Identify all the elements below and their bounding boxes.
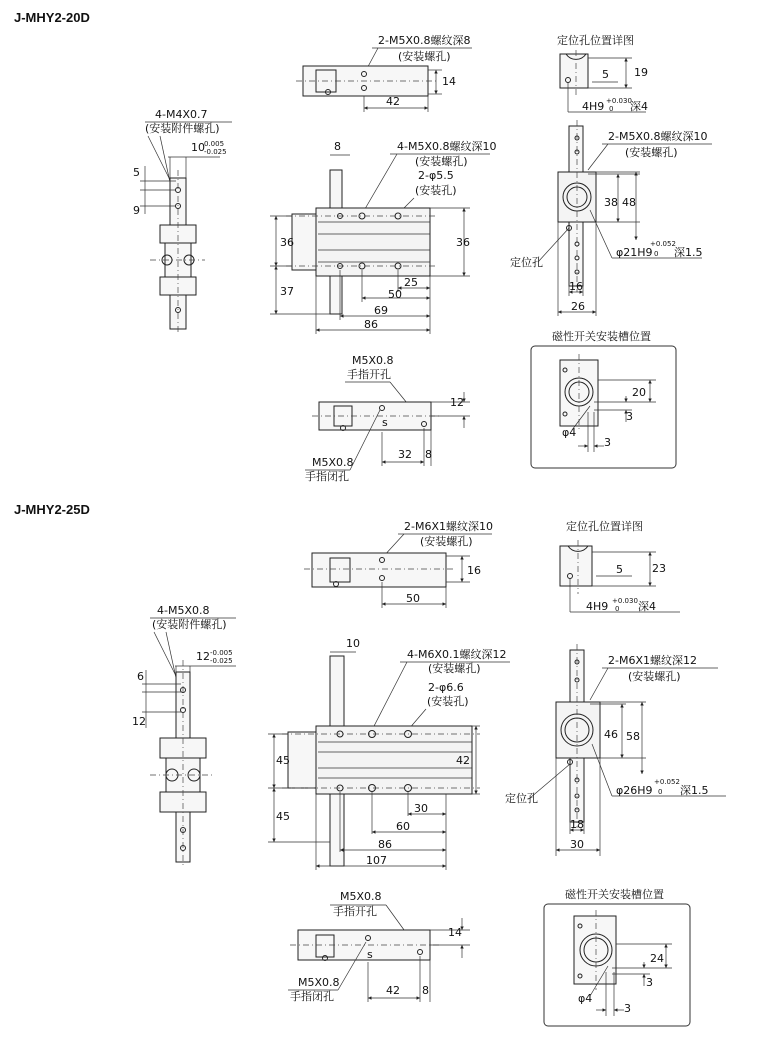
bottom-dim-12: 14 [448,926,462,939]
model-title: J-MHY2-20D [14,10,90,25]
front-thread-note: (安装附件螺孔) [145,122,220,135]
main-thread-note: (安装螺孔) [428,662,481,675]
front-dim-b: 9 [133,204,140,217]
side-bore-dn: 0 [658,788,663,796]
main-width-label: 10 [346,637,360,650]
detail-depth: 深4 [638,600,656,613]
top-dim-h: 16 [467,564,481,577]
front-tol-dn: -0.025 [204,148,227,156]
detail-title: 定位孔位置详图 [557,34,634,47]
front-view [132,604,236,868]
front-tol-up: 0.005 [204,140,225,148]
top-thread-note: (安装螺孔) [398,50,451,63]
sensor-phi: φ4 [562,426,577,439]
front-thread-label: 4-M4X0.7 [155,108,208,121]
detail-dim-h: 19 [634,66,648,79]
sensor-title: 磁性开关安装槽位置 [552,330,651,343]
side-dim-16: 18 [570,818,584,831]
detail-depth: 深4 [630,100,648,113]
front-width-label: 12 [196,650,210,663]
bottom-close-thread: M5X0.8 [298,976,340,989]
side-view [505,644,726,856]
section-j-mhy2-25d [14,502,726,1026]
detail-title: 定位孔位置详图 [566,520,643,533]
main-dim-86: 107 [366,854,387,867]
sensor-dim-3b: 3 [604,436,611,449]
top-thread-label: 2-M6X1螺纹深10 [404,520,493,533]
main-dim-left1: 36 [280,236,294,249]
main-dim-left2: 37 [280,285,294,298]
main-dim-69: 86 [378,838,392,851]
side-bore-depth: 深1.5 [680,784,709,797]
main-dim-left2: 45 [276,810,290,823]
main-thread-label: 4-M6X0.1螺纹深12 [407,648,507,661]
side-bore-dn: 0 [654,250,659,258]
main-dim-25: 30 [414,802,428,815]
bottom-close-label: 手指闭孔 [305,470,349,483]
main-dim-50: 60 [396,820,410,833]
side-dim-38: 38 [604,196,618,209]
side-thread-label: 2-M5X0.8螺纹深10 [608,130,708,143]
detail-dim-w: 5 [616,563,623,576]
sensor-panel [531,329,676,468]
bottom-view [288,890,470,1003]
top-dim-h: 14 [442,75,456,88]
detail-dim-h: 23 [652,562,666,575]
detail-fit-up: +0.030 [606,97,632,105]
side-thread-note: (安装螺孔) [625,146,678,159]
bottom-open-thread: M5X0.8 [340,890,382,903]
detail-fit-up: +0.030 [612,597,638,605]
main-dim-86: 86 [364,318,378,331]
main-thread-note: (安装螺孔) [415,155,468,168]
detail-view [557,33,648,113]
bottom-view [305,354,470,483]
front-width-label: 10 [191,141,205,154]
main-hole-label: 2-φ6.6 [428,681,464,694]
top-view [296,33,472,112]
bottom-dim-8: 8 [425,448,432,461]
sensor-dim-3b: 3 [624,1002,631,1015]
front-dim-a: 6 [137,670,144,683]
side-dim-48: 48 [622,196,636,209]
sensor-dim-3a: 3 [626,410,633,423]
front-thread-note: (安装附件螺孔) [152,618,227,631]
top-dim-w: 42 [386,95,400,108]
side-locate-label: 定位孔 [510,256,543,269]
detail-fit-dn: 0 [609,105,614,113]
bottom-dim-8: 8 [422,984,429,997]
main-hole-note: (安装孔) [415,184,457,197]
top-thread-label: 2-M5X0.8螺纹深8 [378,34,471,47]
sensor-title: 磁性开关安装槽位置 [565,888,664,901]
main-hole-note: (安装孔) [427,695,469,708]
main-width-label: 8 [334,140,341,153]
bottom-close-label: 手指闭孔 [290,990,334,1003]
side-dim-26: 26 [571,300,585,313]
main-dim-25: 25 [404,276,418,289]
side-dim-16: 16 [569,280,583,293]
main-dim-50: 50 [388,288,402,301]
detail-dim-w: 5 [602,68,609,81]
bottom-close-thread: M5X0.8 [312,456,354,469]
main-thread-label: 4-M5X0.8螺纹深10 [397,140,497,153]
section-j-mhy2-20d [14,10,712,483]
top-view [304,519,493,608]
front-dim-b: 12 [132,715,146,728]
main-hole-label: 2-φ5.5 [418,169,454,182]
side-bore-label: φ26H9 [616,784,653,797]
sensor-dim-20: 20 [632,386,646,399]
top-dim-w: 50 [406,592,420,605]
detail-fit: 4H9 [582,100,605,113]
bottom-dim-12: 12 [450,396,464,409]
bottom-dim-32: 32 [398,448,412,461]
main-dim-right: 36 [456,236,470,249]
top-thread-note: (安装螺孔) [420,535,473,548]
side-dim-48: 58 [626,730,640,743]
bottom-open-label: 手指开孔 [333,905,377,918]
detail-fit-dn: 0 [615,605,620,613]
side-dim-38: 46 [604,728,618,741]
side-locate-label: 定位孔 [505,792,538,805]
main-dim-right: 42 [456,754,470,767]
sensor-dim-20: 24 [650,952,664,965]
side-dim-26: 30 [570,838,584,851]
side-bore-up: +0.052 [650,240,676,248]
bottom-dim-32: 42 [386,984,400,997]
side-thread-note: (安装螺孔) [628,670,681,683]
front-tol-dn: -0.025 [210,657,233,665]
front-tol-up: -0.005 [210,649,233,657]
model-title: J-MHY2-25D [14,502,90,517]
front-dim-a: 5 [133,166,140,179]
sensor-panel [544,887,690,1026]
sensor-dim-3a: 3 [646,976,653,989]
side-thread-label: 2-M6X1螺纹深12 [608,654,697,667]
bottom-s: s [382,416,388,429]
bottom-open-thread: M5X0.8 [352,354,394,367]
side-bore-up: +0.052 [654,778,680,786]
sensor-phi: φ4 [578,992,593,1005]
front-view [133,108,232,335]
side-view [510,120,712,316]
front-thread-label: 4-M5X0.8 [157,604,210,617]
main-view [270,139,496,334]
detail-view [560,519,680,613]
main-view [268,637,510,870]
bottom-open-label: 手指开孔 [347,368,391,381]
detail-fit: 4H9 [586,600,609,613]
main-dim-69: 69 [374,304,388,317]
main-dim-left1: 45 [276,754,290,767]
bottom-s: s [367,948,373,961]
side-bore-depth: 深1.5 [674,246,703,259]
side-bore-label: φ21H9 [616,246,653,259]
